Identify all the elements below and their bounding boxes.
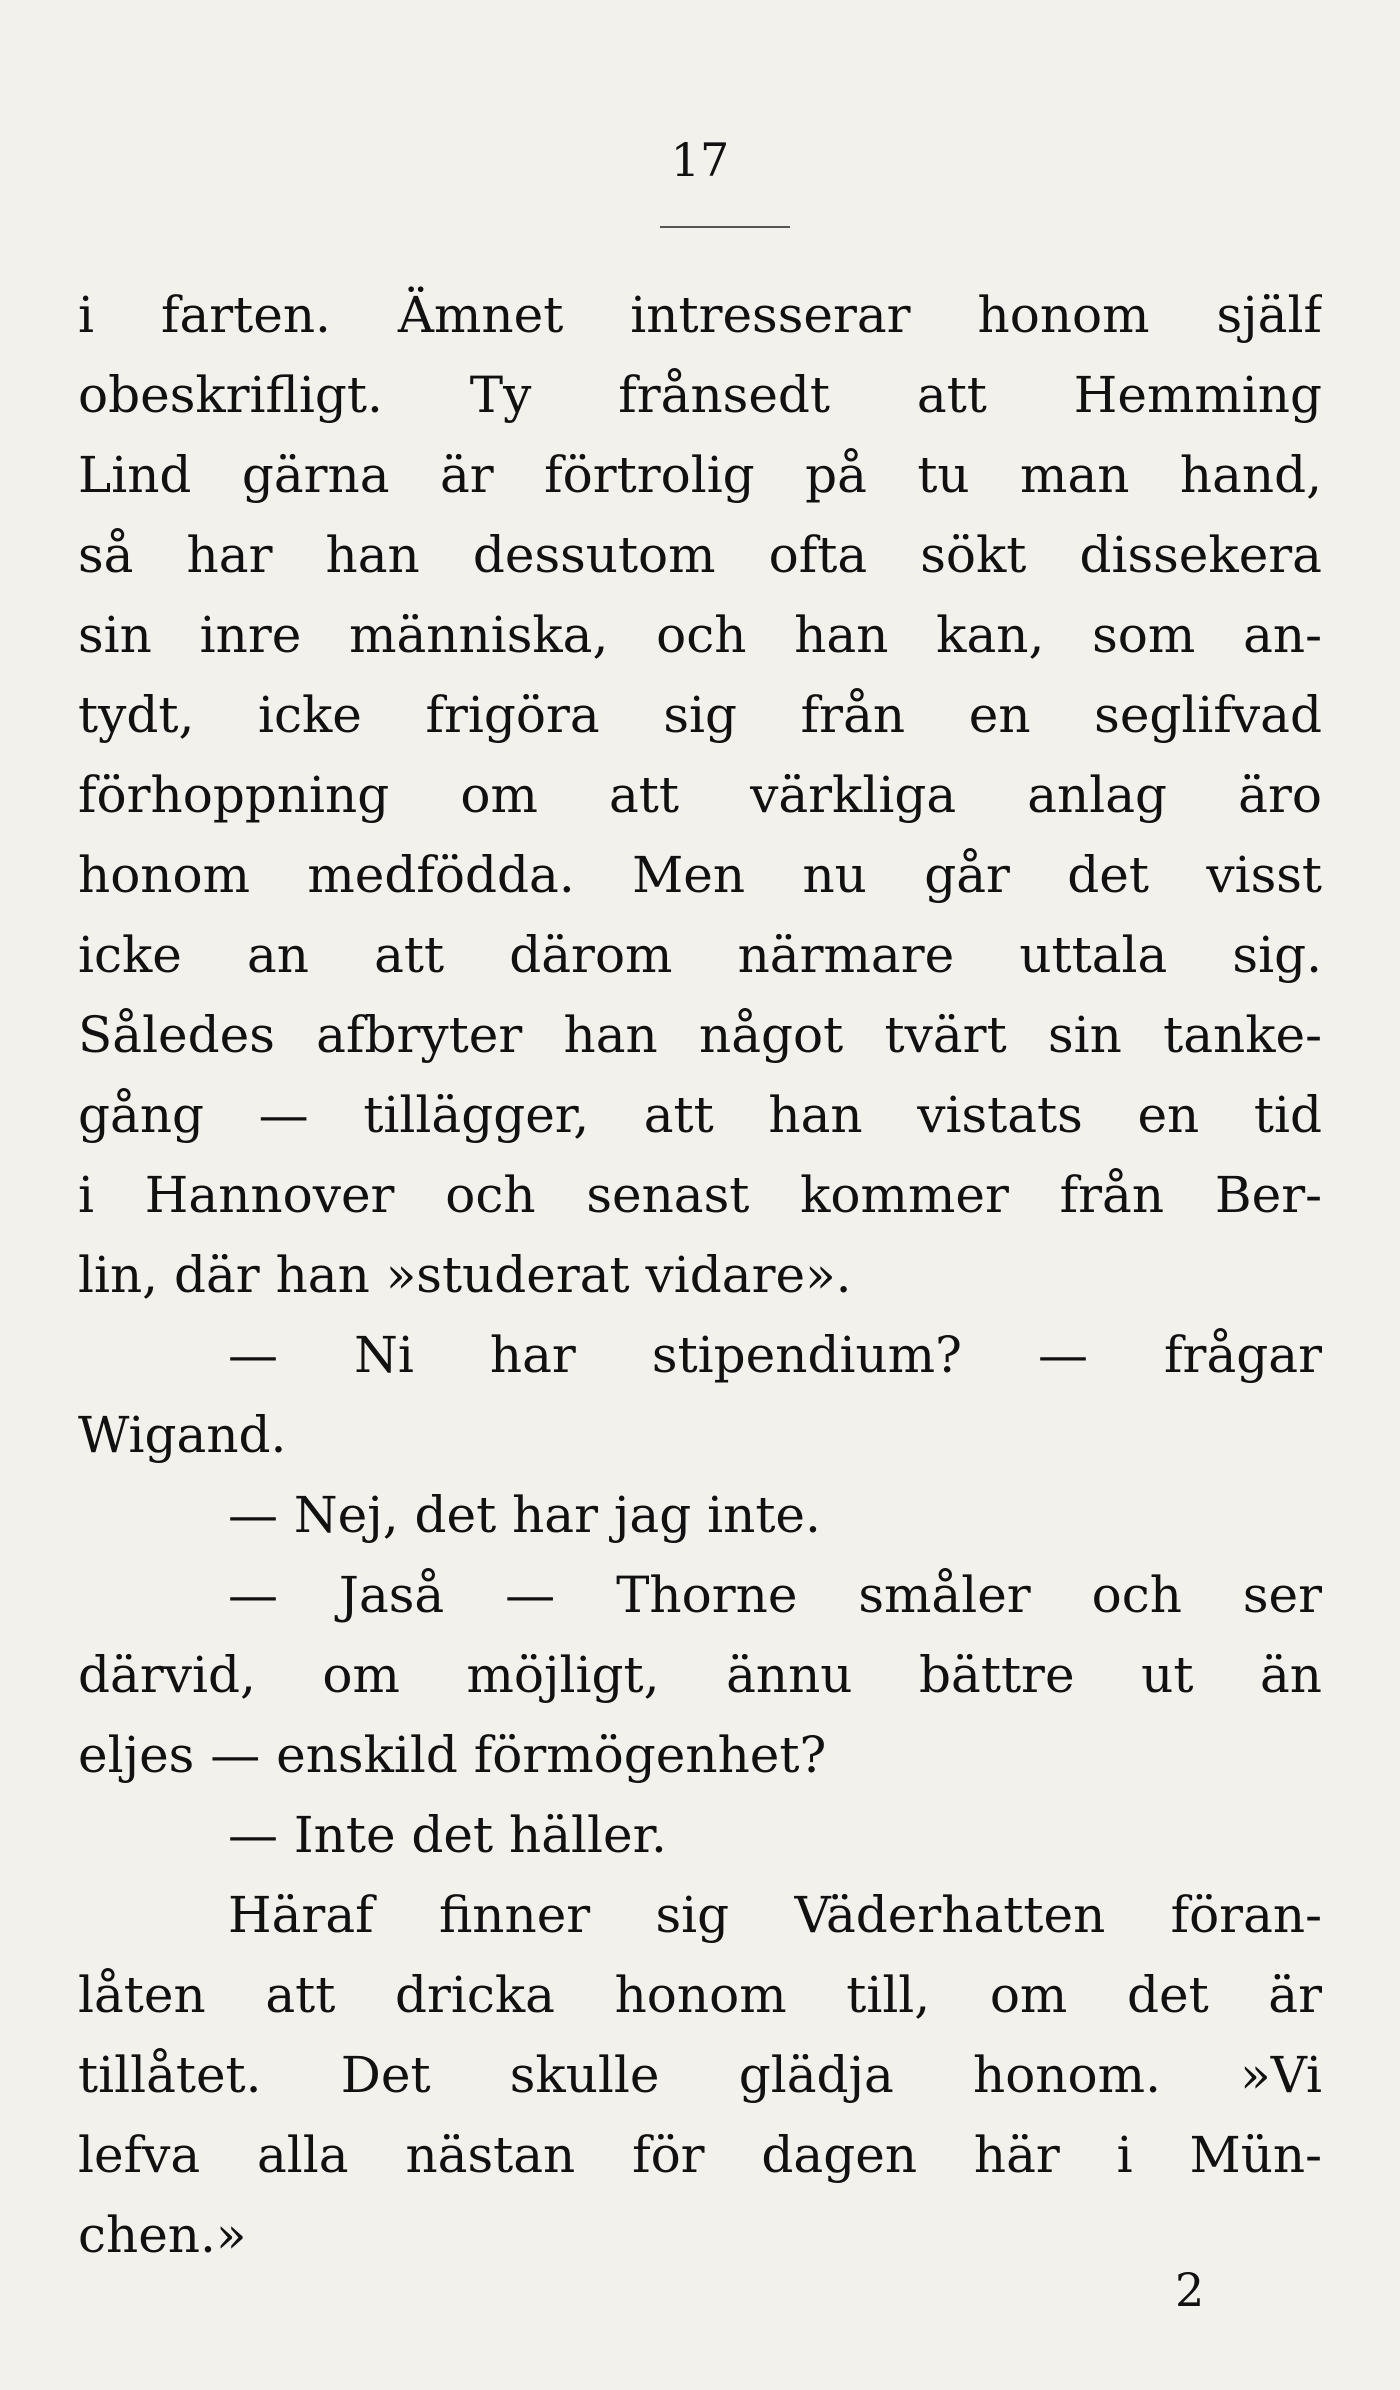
text-line: förhoppning om att värkliga anlag äro <box>78 766 1322 824</box>
dialogue-line: — Jaså — Thorne småler och ser <box>228 1566 1322 1624</box>
text-line: så har han dessutom ofta sökt dissekera <box>78 526 1322 584</box>
text-line: lefva alla nästan för dagen här i Mün- <box>78 2126 1322 2184</box>
dialogue-line: — Nej, det har jag inte. <box>228 1486 821 1544</box>
text-line: i farten. Ämnet intresserar honom själf <box>78 286 1322 344</box>
text-line: tydt, icke frigöra sig från en seglifvad <box>78 686 1322 744</box>
text-line: gång — tillägger, att han vistats en tid <box>78 1086 1322 1144</box>
dialogue-line: — Inte det häller. <box>228 1806 667 1864</box>
text-line: obeskrifligt. Ty frånsedt att Hemming <box>78 366 1322 424</box>
text-line: icke an att därom närmare uttala sig. <box>78 926 1322 984</box>
text-line: honom medfödda. Men nu går det visst <box>78 846 1322 904</box>
text-line: tillåtet. Det skulle glädja honom. »Vi <box>78 2046 1322 2104</box>
text-line: Lind gärna är förtrolig på tu man hand, <box>78 446 1322 504</box>
text-line: sin inre människa, och han kan, som an- <box>78 606 1322 664</box>
text-line: Således afbryter han något tvärt sin tanke- <box>78 1006 1322 1064</box>
text-line: chen.» <box>78 2206 247 2264</box>
dialogue-line: — Ni har stipendium? — frågar <box>228 1326 1322 1384</box>
text-line: eljes — enskild förmögenhet? <box>78 1726 827 1784</box>
text-line: låten att dricka honom till, om det är <box>78 1966 1322 2024</box>
text-line: i Hannover och senast kommer från Ber- <box>78 1166 1322 1224</box>
text-line: Wigand. <box>78 1406 287 1464</box>
header-rule <box>660 226 790 228</box>
text-line: därvid, om möjligt, ännu bättre ut än <box>78 1646 1322 1704</box>
paragraph-start-line: Häraf finner sig Väderhatten föran- <box>228 1886 1322 1944</box>
signature-mark: 2 <box>1175 2263 1205 2317</box>
page-number: 17 <box>670 133 730 187</box>
text-line: lin, där han »studerat vidare». <box>78 1246 852 1304</box>
